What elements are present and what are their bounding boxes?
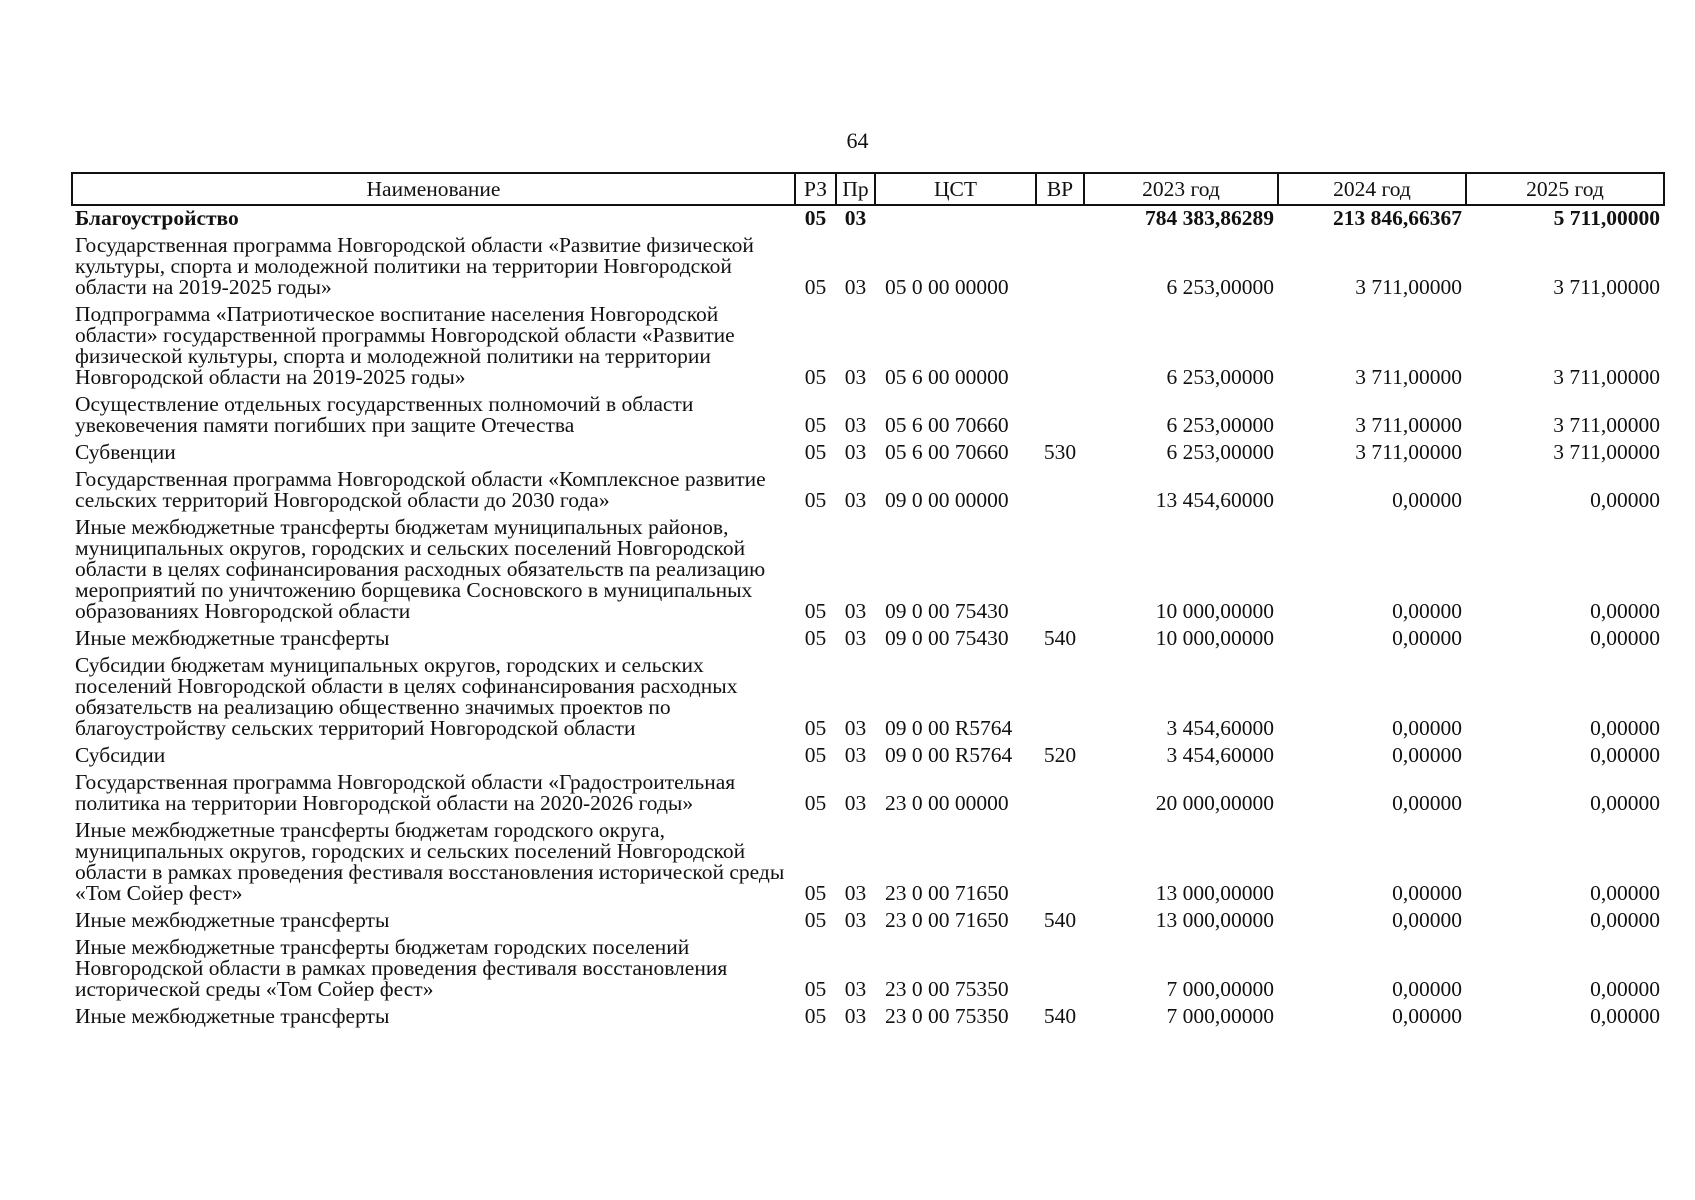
table-body (72, 205, 1664, 1031)
cell-rz: 05 (804, 908, 827, 932)
cell-vr: 540 (1043, 1004, 1077, 1028)
cell-cst: 05 6 00 70660 (885, 440, 1009, 464)
cell-2025: 3 711,00000 (1553, 275, 1660, 299)
cell-2025: 3 711,00000 (1553, 413, 1660, 437)
cell-rz: 05 (804, 743, 827, 767)
cell-cst: 23 0 00 71650 (885, 881, 1009, 905)
cell-2024: 0,00000 (1392, 977, 1462, 1001)
table-row (72, 653, 1664, 743)
cell-rz: 05 (804, 716, 827, 740)
cell-pr: 03 (844, 275, 867, 299)
cell-vr: 540 (1043, 626, 1077, 650)
cell-2023: 3 454,60000 (1166, 716, 1274, 740)
cell-2023: 6 253,00000 (1166, 365, 1274, 389)
cell-name: Подпрограмма «Патриотическое воспитание населения Новгородской области» государственной программы Новгородской области «Развитие физической культуры, спорта и молодежной политики на территории Новгородской области на 2019-2025 годы» (75, 302, 735, 389)
cell-vr (1036, 515, 1084, 626)
cell-pr: 03 (844, 626, 867, 650)
cell-name: Иные межбюджетные трансферты (75, 908, 390, 932)
cell-cst: 23 0 00 75350 (885, 1004, 1009, 1028)
cell-pr: 03 (844, 908, 867, 932)
cell-pr: 03 (844, 440, 867, 464)
cell-vr (1036, 233, 1084, 302)
cell-name: Иные межбюджетные трансферты бюджетам городских поселений Новгородской области в рамках проведения фестиваля восстановления исторической среды «Том Сойер фест» (75, 935, 728, 1001)
cell-pr: 03 (844, 791, 867, 815)
cell-2024: 213 846,66367 (1333, 206, 1462, 230)
table-row (72, 233, 1664, 302)
cell-vr (1036, 818, 1084, 908)
table-row (72, 770, 1664, 818)
cell-2023: 784 383,86289 (1145, 206, 1274, 230)
cell-2024: 3 711,00000 (1355, 275, 1462, 299)
cell-2024: 3 711,00000 (1355, 440, 1462, 464)
cell-cst: 09 0 00 75430 (885, 626, 1009, 650)
table-row (72, 467, 1664, 515)
cell-rz: 05 (804, 626, 827, 650)
cell-2025: 3 711,00000 (1553, 365, 1660, 389)
cell-cst: 05 6 00 70660 (885, 413, 1009, 437)
cell-2025: 0,00000 (1590, 881, 1660, 905)
cell-2025: 3 711,00000 (1553, 440, 1660, 464)
cell-cst: 09 0 00 R5764 (885, 716, 1013, 740)
cell-rz: 05 (804, 977, 827, 1001)
header-pr: Пр (836, 173, 875, 205)
cell-2024: 3 711,00000 (1355, 365, 1462, 389)
cell-2025: 0,00000 (1590, 1004, 1660, 1028)
cell-vr: 530 (1043, 440, 1077, 464)
cell-rz: 05 (804, 599, 827, 623)
cell-2025: 0,00000 (1590, 599, 1660, 623)
cell-2025: 0,00000 (1590, 626, 1660, 650)
cell-2023: 10 000,00000 (1155, 626, 1274, 650)
cell-cst: 09 0 00 75430 (885, 599, 1009, 623)
table-row (72, 908, 1664, 935)
cell-pr: 03 (844, 488, 867, 512)
cell-2023: 6 253,00000 (1166, 440, 1274, 464)
cell-2024: 0,00000 (1392, 1004, 1462, 1028)
cell-vr: 520 (1043, 743, 1077, 767)
cell-vr (1036, 302, 1084, 392)
cell-rz: 05 (804, 275, 827, 299)
cell-vr (1036, 467, 1084, 515)
cell-2023: 7 000,00000 (1166, 977, 1274, 1001)
cell-name: Иные межбюджетные трансферты бюджетам городского округа, муниципальных округов, городских и сельских поселений Новгородской области в рамках проведения фестиваля восстановления исторической среды «Том Сойер фест» (75, 818, 785, 905)
table-row (72, 743, 1664, 770)
cell-pr: 03 (844, 977, 867, 1001)
cell-cst: 23 0 00 75350 (885, 977, 1009, 1001)
cell-2024: 0,00000 (1392, 488, 1462, 512)
cell-vr (1036, 935, 1084, 1004)
cell-name: Иные межбюджетные трансферты бюджетам муниципальных районов, муниципальных округов, городских и сельских поселений Новгородской области в целях софинансирования расходных обязательств па реализацию мероприятий по уничтожению борщевика Сосновского в муниципальных образованиях Новгородской области (75, 515, 766, 623)
page-number: 64 (846, 128, 869, 153)
cell-pr: 03 (844, 716, 867, 740)
cell-2025: 0,00000 (1590, 977, 1660, 1001)
cell-2023: 7 000,00000 (1166, 1004, 1274, 1028)
cell-2025: 0,00000 (1590, 743, 1660, 767)
cell-2024: 0,00000 (1392, 791, 1462, 815)
cell-2024: 0,00000 (1392, 743, 1462, 767)
header-2023: 2023 год (1084, 173, 1278, 205)
cell-2024: 0,00000 (1392, 599, 1462, 623)
header-name: Наименование (72, 173, 795, 205)
cell-2023: 10 000,00000 (1155, 599, 1274, 623)
budget-table (71, 172, 1665, 1031)
cell-cst: 05 6 00 00000 (885, 365, 1009, 389)
cell-name: Субсидии бюджетам муниципальных округов, городских и сельских поселений Новгородской области в целях софинансирования расходных обязательств на реализацию общественно значимых проектов по благоустройству сельских территорий Новгородской области (75, 653, 738, 740)
cell-rz: 05 (804, 1004, 827, 1028)
cell-name: Субсидии (75, 743, 166, 767)
table-row (72, 1004, 1664, 1031)
cell-vr: 540 (1043, 908, 1077, 932)
cell-rz: 05 (804, 206, 827, 230)
header-2025: 2025 год (1466, 173, 1664, 205)
cell-cst: 09 0 00 00000 (885, 488, 1009, 512)
cell-pr: 03 (844, 599, 867, 623)
cell-rz: 05 (804, 791, 827, 815)
cell-2024: 3 711,00000 (1355, 413, 1462, 437)
cell-2023: 6 253,00000 (1166, 275, 1274, 299)
table-row (72, 205, 1664, 233)
cell-name: Государственная программа Новгородской области «Комплексное развитие сельских территорий Новгородской области до 2030 года» (75, 467, 766, 512)
cell-2023: 20 000,00000 (1155, 791, 1274, 815)
cell-name: Государственная программа Новгородской области «Развитие физической культуры, спорта и молодежной политики на территории Новгородской области на 2019-2025 годы» (75, 233, 754, 299)
cell-pr: 03 (844, 743, 867, 767)
cell-vr (1036, 770, 1084, 818)
cell-2025: 0,00000 (1590, 908, 1660, 932)
cell-2024: 0,00000 (1392, 626, 1462, 650)
table-row (72, 392, 1664, 440)
table-row (72, 626, 1664, 653)
cell-2023: 3 454,60000 (1166, 743, 1274, 767)
cell-cst: 05 0 00 00000 (885, 275, 1009, 299)
cell-rz: 05 (804, 413, 827, 437)
table-row (72, 818, 1664, 908)
cell-2024: 0,00000 (1392, 881, 1462, 905)
cell-pr: 03 (844, 413, 867, 437)
cell-name: Государственная программа Новгородской области «Градостроительная политика на территории Новгородской области на 2020-2026 годы» (75, 770, 736, 815)
cell-2023: 13 000,00000 (1155, 908, 1274, 932)
cell-2024: 0,00000 (1392, 908, 1462, 932)
cell-vr (1036, 653, 1084, 743)
header-rz: РЗ (795, 173, 836, 205)
cell-cst: 23 0 00 71650 (885, 908, 1009, 932)
cell-name: Иные межбюджетные трансферты (75, 1004, 390, 1028)
table-row (72, 302, 1664, 392)
cell-cst: 23 0 00 00000 (885, 791, 1009, 815)
cell-rz: 05 (804, 365, 827, 389)
table-row (72, 515, 1664, 626)
header-2024: 2024 год (1278, 173, 1466, 205)
cell-pr: 03 (844, 365, 867, 389)
cell-cst: 09 0 00 R5764 (885, 743, 1013, 767)
cell-rz: 05 (804, 488, 827, 512)
cell-2025: 0,00000 (1590, 716, 1660, 740)
header-cst: ЦСТ (875, 173, 1036, 205)
cell-2023: 13 000,00000 (1155, 881, 1274, 905)
cell-rz: 05 (804, 440, 827, 464)
table-row (72, 935, 1664, 1004)
table-header (72, 173, 1664, 205)
cell-2023: 6 253,00000 (1166, 413, 1274, 437)
cell-2023: 13 454,60000 (1155, 488, 1274, 512)
cell-2025: 0,00000 (1590, 791, 1660, 815)
cell-rz: 05 (804, 881, 827, 905)
table-row (72, 440, 1664, 467)
cell-pr: 03 (844, 881, 867, 905)
cell-name: Иные межбюджетные трансферты (75, 626, 390, 650)
cell-2024: 0,00000 (1392, 716, 1462, 740)
cell-pr: 03 (844, 206, 867, 230)
header-vr: ВР (1036, 173, 1084, 205)
cell-cst (875, 205, 1036, 233)
cell-vr (1036, 205, 1084, 233)
cell-name: Благоустройство (75, 206, 239, 230)
cell-vr (1036, 392, 1084, 440)
cell-name: Субвенции (75, 440, 176, 464)
cell-name: Осуществление отдельных государственных полномочий в области увековечения памяти погибших при защите Отечества (75, 392, 694, 437)
cell-2025: 0,00000 (1590, 488, 1660, 512)
cell-2025: 5 711,00000 (1553, 206, 1660, 230)
cell-pr: 03 (844, 1004, 867, 1028)
